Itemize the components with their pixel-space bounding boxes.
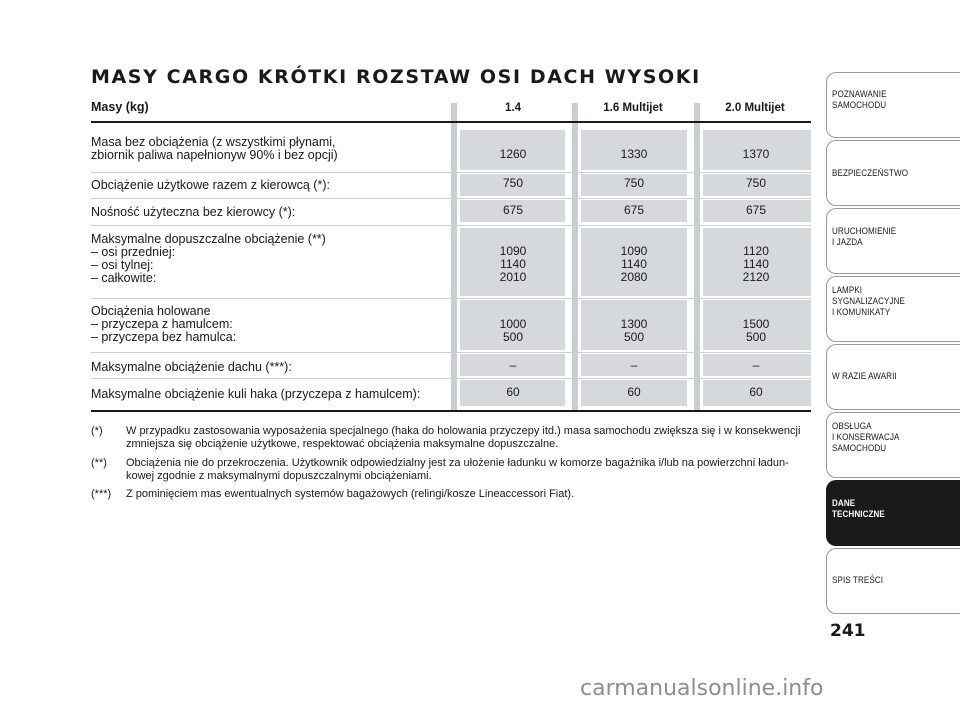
table-cell: 1260 xyxy=(499,147,527,161)
row-separator xyxy=(91,298,811,299)
column-header-1-4: 1.4 xyxy=(505,102,521,114)
table-cell: 60 xyxy=(627,385,641,399)
tab-w-razie-awarii[interactable] xyxy=(826,344,960,410)
table-cell: 1330 xyxy=(620,147,648,161)
row-label-obciazenie-uzytkowe: Obciążenie użytkowe razem z kierowcą (*): xyxy=(91,178,330,192)
table-cell: 675 xyxy=(623,203,645,217)
tab-uruchomienie-i-jazda[interactable] xyxy=(826,208,960,274)
table-cell: – xyxy=(509,358,517,372)
page-title: MASY CARGO KRÓTKI ROZSTAW OSI DACH WYSOKI xyxy=(91,66,701,88)
table-cell: 1000 500 xyxy=(499,317,527,344)
column-header-1-6-multijet: 1.6 Multijet xyxy=(603,102,663,114)
table-cell: 1090 1140 2010 xyxy=(499,244,527,284)
table-cell: 750 xyxy=(745,176,767,190)
table-cell: 1370 xyxy=(742,147,770,161)
table-header-label: Masy (kg) xyxy=(91,100,149,114)
tab-obsluga-i-konserwacja[interactable] xyxy=(826,412,960,478)
table-cell: 750 xyxy=(623,176,645,190)
row-separator xyxy=(91,198,811,199)
footnote-mark: (***) xyxy=(91,488,112,500)
tab-spis-tresci[interactable] xyxy=(826,548,960,614)
table-cell: 1500 500 xyxy=(742,317,770,344)
row-label-obciazenie-dachu: Maksymalne obciążenie dachu (***): xyxy=(91,360,292,374)
row-label-obciazenia-holowane: Obciążenia holowane – przyczepa z hamulcem: – przyczepa bez hamulca: xyxy=(91,304,237,344)
footnote-mark: (*) xyxy=(91,425,103,437)
row-separator xyxy=(91,172,811,173)
column-header-2-0-multijet: 2.0 Multijet xyxy=(725,102,785,114)
table-cell: 60 xyxy=(749,385,763,399)
table-cell: – xyxy=(630,358,638,372)
watermark: carmanualsonline.info xyxy=(580,676,824,701)
tab-label: URUCHOMIENIE I JAZDA xyxy=(832,226,897,248)
table-cell: 1090 1140 2080 xyxy=(620,244,648,284)
page-number: 241 xyxy=(830,621,866,641)
table-cell: 750 xyxy=(502,176,524,190)
table-cell: 1300 500 xyxy=(620,317,648,344)
tab-dane-techniczne[interactable] xyxy=(826,480,960,546)
row-separator xyxy=(91,352,811,353)
table-cell: 1120 1140 2120 xyxy=(742,244,770,284)
footnote-mark: (**) xyxy=(91,457,107,469)
footnote-text: Obciążenia nie do przekroczenia. Użytkownik odpowiedzialny jest za ułożenie ładunku w komorze bagażnika i/lub na powierzchni ładun- kowej zgodnie z maksymalnymi dopuszczalnymi obciążeniami. xyxy=(126,457,789,482)
row-separator xyxy=(91,378,811,379)
tab-bezpieczenstwo[interactable] xyxy=(826,140,960,206)
table-cell: 675 xyxy=(502,203,524,217)
table-cell: – xyxy=(752,358,760,372)
table-cell: 675 xyxy=(745,203,767,217)
row-label-masa-bez-obciazenia: Masa bez obciążenia (z wszystkimi płynami, zbiornik paliwa napełnionyw 90% i bez opcji) xyxy=(91,135,338,162)
footnote-text: Z pominięciem mas ewentualnych systemów bagażowych (relingi/kosze Lineaccessori Fiat). xyxy=(126,488,575,500)
tab-label: DANE TECHNICZNE xyxy=(832,498,885,520)
row-separator xyxy=(91,225,811,226)
tab-poznawanie-samochodu[interactable] xyxy=(826,72,960,138)
table-cell: 60 xyxy=(506,385,520,399)
tab-label: POZNAWANIE SAMOCHODU xyxy=(832,89,887,111)
table-bottom-rule xyxy=(91,410,811,412)
row-label-nosnosc-uzyteczna: Nośność użyteczna bez kierowcy (*): xyxy=(91,205,296,219)
row-label-obciazenie-kuli-haka: Maksymalne obciążenie kuli haka (przyczepa z hamulcem): xyxy=(91,387,421,401)
tab-label: BEZPIECZEŃSTWO xyxy=(832,168,909,179)
tab-label: OBSŁUGA I KONSERWACJA SAMOCHODU xyxy=(832,421,900,454)
tab-label: SPIS TREŚCI xyxy=(832,575,884,586)
row-label-maksymalne-dopuszczalne: Maksymalne dopuszczalne obciążenie (**) – osi przedniej: – osi tylnej: – całkowite: xyxy=(91,232,326,285)
tab-label: LAMPKI SYGNALIZACYJNE I KOMUNIKATY xyxy=(832,285,905,318)
tab-lampki-sygnalizacyjne[interactable] xyxy=(826,276,960,342)
table-top-rule xyxy=(91,121,811,123)
footnote-text: W przypadku zastosowania wyposażenia specjalnego (haka do holowania przyczepy itd.) masa samochodu zwiększa się i w konsekwencji zmniejsza się obciążenie użytkowe, respektować obciążenia maksymalne dopuszczalne. xyxy=(126,425,801,450)
tab-label: W RAZIE AWARII xyxy=(832,371,897,382)
